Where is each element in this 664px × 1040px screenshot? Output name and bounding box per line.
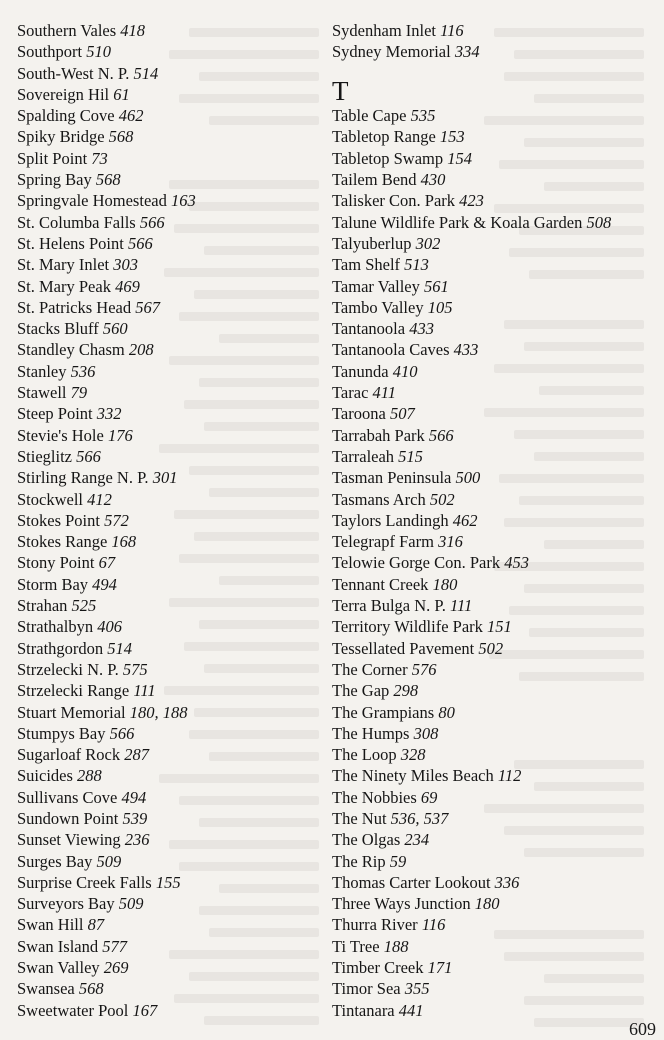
index-entry (332, 425, 611, 446)
entry-place-name: St. Patricks Head (17, 297, 132, 317)
index-entry (332, 680, 611, 701)
entry-page-ref: 462 (118, 106, 144, 126)
index-entry (332, 20, 611, 41)
index-entry (332, 1000, 611, 1021)
entry-place-name: Stokes Range (17, 532, 108, 552)
index-entry (17, 914, 196, 935)
index-column-right (332, 20, 611, 1021)
entry-page-ref: 560 (102, 319, 128, 339)
index-entry (332, 489, 611, 510)
index-entry (332, 829, 611, 850)
entry-page-ref: 87 (87, 915, 105, 935)
entry-page-ref: 288 (77, 766, 102, 786)
index-entry (332, 382, 611, 403)
entry-page-ref: 566 (139, 212, 165, 232)
index-entry (17, 616, 196, 637)
entry-page-ref: 180, 188 (129, 702, 188, 722)
entry-place-name: Taroona (332, 404, 386, 424)
index-entry (17, 595, 196, 616)
entry-place-name: South-West N. P. (17, 63, 130, 83)
entry-place-name: Stuart Memorial (17, 702, 126, 722)
index-group-s-continued (332, 20, 611, 63)
index-entry (17, 829, 196, 850)
entry-place-name: Spalding Cove (17, 106, 115, 126)
entry-place-name: Standley Chasm (17, 340, 125, 360)
index-entry (332, 276, 611, 297)
index-entry (17, 957, 196, 978)
entry-place-name: Surprise Creek Falls (17, 872, 152, 892)
entry-place-name: Stawell (17, 383, 67, 403)
section-letter-heading: T (332, 75, 349, 106)
entry-page-ref: 171 (427, 958, 453, 978)
entry-page-ref: 116 (421, 915, 446, 935)
index-entry (17, 318, 196, 339)
entry-place-name: Tam Shelf (332, 255, 401, 275)
entry-page-ref: 163 (170, 191, 196, 211)
entry-page-ref: 462 (452, 510, 478, 530)
entry-place-name: The Nut (332, 808, 387, 828)
index-entry (17, 361, 196, 382)
index-entry (17, 787, 196, 808)
entry-place-name: Talune Wildlife Park & Koala Garden (332, 212, 583, 232)
entry-page-ref: 494 (121, 787, 147, 807)
index-entry (332, 787, 611, 808)
index-entry (332, 510, 611, 531)
index-group-t (332, 105, 611, 1021)
entry-place-name: The Loop (332, 745, 397, 765)
index-entry (17, 126, 196, 147)
entry-page-ref: 154 (447, 148, 472, 168)
entry-page-ref: 111 (133, 681, 156, 701)
entry-page-ref: 433 (409, 319, 434, 339)
entry-page-ref: 188 (383, 936, 409, 956)
entry-page-ref: 316 (438, 532, 463, 552)
entry-page-ref: 507 (389, 404, 415, 424)
page-number: 609 (629, 1019, 656, 1039)
entry-place-name: The Corner (332, 659, 408, 679)
entry-page-ref: 153 (439, 127, 465, 147)
entry-place-name: Sydenham Inlet (332, 21, 437, 40)
index-entry (17, 510, 196, 531)
entry-page-ref: 69 (420, 787, 438, 807)
entry-page-ref: 566 (76, 446, 101, 466)
index-entry (17, 765, 196, 786)
index-entry (17, 254, 196, 275)
index-entry (332, 446, 611, 467)
entry-page-ref: 61 (113, 84, 130, 104)
index-entry (332, 105, 611, 126)
index-entry (17, 638, 196, 659)
index-entry (17, 276, 196, 297)
entry-page-ref: 334 (454, 42, 480, 62)
index-entry (17, 382, 196, 403)
entry-place-name: Table Cape (332, 106, 407, 126)
index-entry (17, 893, 196, 914)
entry-page-ref: 509 (96, 851, 122, 871)
entry-place-name: Talisker Con. Park (332, 191, 456, 211)
entry-place-name: Tarac (332, 383, 369, 403)
index-entry (332, 126, 611, 147)
entry-page-ref: 302 (415, 233, 441, 253)
entry-place-name: Surveyors Bay (17, 894, 115, 914)
entry-place-name: Sydney Memorial (332, 42, 451, 62)
entry-place-name: Stokes Point (17, 510, 100, 530)
entry-page-ref: 514 (107, 638, 133, 658)
entry-page-ref: 151 (487, 617, 512, 637)
entry-place-name: Sugarloaf Rock (17, 745, 121, 765)
entry-page-ref: 180 (432, 574, 458, 594)
entry-place-name: St. Helens Point (17, 233, 124, 253)
index-entry (332, 638, 611, 659)
index-entry (332, 978, 611, 999)
entry-page-ref: 168 (111, 532, 137, 552)
entry-place-name: Steep Point (17, 404, 93, 424)
entry-place-name: Timber Creek (332, 958, 424, 978)
entry-place-name: The Grampians (332, 702, 435, 722)
index-entry (332, 190, 611, 211)
entry-place-name: Sullivans Cove (17, 787, 118, 807)
entry-place-name: Tanunda (332, 361, 389, 381)
entry-page-ref: 79 (70, 383, 88, 403)
entry-place-name: Storm Bay (17, 574, 89, 594)
entry-page-ref: 535 (410, 106, 436, 126)
entry-page-ref: 332 (96, 404, 122, 424)
index-entry (17, 872, 196, 893)
index-entry (17, 425, 196, 446)
entry-place-name: Ti Tree (332, 936, 380, 956)
index-entry (332, 893, 611, 914)
entry-place-name: Sunset Viewing (17, 830, 121, 850)
entry-place-name: Tambo Valley (332, 297, 424, 317)
entry-place-name: Spring Bay (17, 170, 92, 190)
index-entry (332, 744, 611, 765)
entry-place-name: Springvale Homestead (17, 191, 167, 211)
entry-place-name: Tarrabah Park (332, 425, 425, 445)
index-entry (17, 41, 196, 62)
index-entry (332, 872, 611, 893)
entry-page-ref: 423 (459, 191, 484, 211)
index-entry (17, 978, 196, 999)
entry-place-name: Tasmans Arch (332, 489, 426, 509)
entry-page-ref: 112 (497, 766, 522, 786)
index-entry (17, 680, 196, 701)
entry-place-name: St. Columba Falls (17, 212, 136, 232)
entry-place-name: Tessellated Pavement (332, 638, 475, 658)
entry-page-ref: 515 (398, 446, 423, 466)
index-entry (17, 808, 196, 829)
entry-place-name: Sweetwater Pool (17, 1000, 129, 1020)
entry-page-ref: 502 (429, 489, 455, 509)
index-entry (332, 41, 611, 62)
entry-place-name: Swan Valley (17, 958, 100, 978)
entry-page-ref: 494 (92, 574, 117, 594)
entry-page-ref: 116 (440, 21, 464, 40)
entry-page-ref: 502 (478, 638, 504, 658)
entry-page-ref: 510 (86, 42, 111, 62)
index-entry (332, 851, 611, 872)
entry-place-name: Three Ways Junction (332, 894, 471, 914)
entry-place-name: Tabletop Swamp (332, 148, 444, 168)
entry-page-ref: 525 (71, 596, 97, 616)
entry-page-ref: 469 (115, 276, 140, 296)
entry-page-ref: 80 (438, 702, 455, 722)
entry-page-ref: 430 (420, 170, 446, 190)
entry-place-name: Tamar Valley (332, 276, 420, 296)
index-entry (17, 169, 196, 190)
entry-place-name: St. Mary Inlet (17, 255, 110, 275)
entry-place-name: Swan Hill (17, 915, 84, 935)
index-entry (17, 489, 196, 510)
entry-page-ref: 568 (108, 127, 134, 147)
entry-page-ref: 287 (124, 745, 149, 765)
entry-page-ref: 577 (102, 936, 127, 956)
entry-place-name: Timor Sea (332, 979, 401, 999)
entry-page-ref: 410 (392, 361, 418, 381)
index-entry (17, 297, 196, 318)
entry-place-name: The Gap (332, 681, 390, 701)
index-entry (17, 63, 196, 84)
entry-place-name: The Nobbies (332, 787, 417, 807)
entry-place-name: Spiky Bridge (17, 127, 105, 147)
entry-page-ref: 234 (404, 830, 430, 850)
index-entry (332, 361, 611, 382)
entry-page-ref: 576 (411, 659, 437, 679)
entry-place-name: Thurra River (332, 915, 418, 935)
entry-page-ref: 355 (404, 979, 430, 999)
index-entry (17, 659, 196, 680)
index-entry (332, 595, 611, 616)
index-entry (17, 467, 196, 488)
entry-place-name: Tasman Peninsula (332, 468, 452, 488)
entry-place-name: Tarraleah (332, 446, 395, 466)
index-entry (17, 531, 196, 552)
entry-page-ref: 509 (118, 894, 144, 914)
entry-page-ref: 208 (128, 340, 154, 360)
index-entry (332, 723, 611, 744)
entry-place-name: The Ninety Miles Beach (332, 766, 494, 786)
entry-place-name: Talyuberlup (332, 233, 412, 253)
index-entry (332, 936, 611, 957)
index-entry (17, 446, 196, 467)
entry-place-name: The Olgas (332, 830, 401, 850)
entry-place-name: Telowie Gorge Con. Park (332, 553, 501, 573)
entry-page-ref: 180 (474, 894, 500, 914)
entry-place-name: Terra Bulga N. P. (332, 596, 446, 616)
entry-place-name: Sovereign Hil (17, 84, 110, 104)
index-column-left (17, 20, 196, 1021)
entry-place-name: Surges Bay (17, 851, 93, 871)
entry-page-ref: 433 (453, 340, 479, 360)
entry-page-ref: 568 (95, 170, 121, 190)
index-entry (17, 936, 196, 957)
entry-page-ref: 575 (122, 659, 148, 679)
entry-place-name: Southern Vales (17, 21, 117, 40)
entry-page-ref: 453 (504, 553, 529, 573)
index-entry (17, 851, 196, 872)
entry-place-name: Strahan (17, 596, 68, 616)
entry-place-name: Thomas Carter Lookout (332, 872, 491, 892)
entry-place-name: Tabletop Range (332, 127, 436, 147)
entry-page-ref: 566 (109, 723, 135, 743)
index-entry (332, 467, 611, 488)
index-entry (332, 552, 611, 573)
entry-place-name: Stieglitz (17, 446, 72, 466)
index-entry (17, 339, 196, 360)
index-entry (332, 702, 611, 723)
entry-place-name: Stacks Bluff (17, 319, 99, 339)
index-entry (332, 212, 611, 233)
index-entry (17, 84, 196, 105)
entry-page-ref: 328 (400, 745, 426, 765)
index-entry (17, 190, 196, 211)
entry-place-name: Stony Point (17, 553, 95, 573)
entry-place-name: St. Mary Peak (17, 276, 111, 296)
entry-page-ref: 336 (494, 872, 520, 892)
entry-place-name: Swan Island (17, 936, 99, 956)
index-entry (332, 957, 611, 978)
entry-page-ref: 301 (152, 468, 178, 488)
entry-page-ref: 539 (122, 808, 148, 828)
entry-page-ref: 303 (113, 255, 138, 275)
index-entry (332, 659, 611, 680)
entry-page-ref: 155 (155, 872, 181, 892)
entry-page-ref: 567 (135, 297, 160, 317)
entry-place-name: Suicides (17, 766, 73, 786)
index-entry (17, 552, 196, 573)
entry-page-ref: 513 (404, 255, 429, 275)
index-entry (17, 105, 196, 126)
index-entry (17, 1000, 196, 1021)
entry-place-name: Taylors Landingh (332, 510, 449, 530)
entry-place-name: Stirling Range N. P. (17, 468, 149, 488)
index-entry (17, 233, 196, 254)
entry-place-name: Tailem Bend (332, 170, 417, 190)
index-entry (332, 254, 611, 275)
entry-page-ref: 500 (455, 468, 481, 488)
entry-page-ref: 568 (78, 979, 104, 999)
entry-place-name: The Rip (332, 851, 386, 871)
entry-place-name: Tennant Creek (332, 574, 429, 594)
entry-page-ref: 167 (132, 1000, 158, 1020)
entry-place-name: Split Point (17, 148, 88, 168)
entry-place-name: Territory Wildlife Park (332, 617, 483, 637)
index-entry (17, 212, 196, 233)
entry-place-name: Stockwell (17, 489, 83, 509)
entry-page-ref: 308 (413, 723, 439, 743)
entry-place-name: Southport (17, 42, 83, 62)
entry-page-ref: 412 (87, 489, 112, 509)
entry-page-ref: 441 (398, 1000, 424, 1020)
entry-place-name: Stumpys Bay (17, 723, 106, 743)
entry-place-name: The Humps (332, 723, 410, 743)
entry-place-name: Strathalbyn (17, 617, 94, 637)
entry-page-ref: 105 (427, 297, 453, 317)
entry-page-ref: 73 (91, 148, 108, 168)
entry-place-name: Stanley (17, 361, 67, 381)
index-entry (332, 148, 611, 169)
entry-page-ref: 561 (424, 276, 449, 296)
entry-page-ref: 536 (70, 361, 96, 381)
index-entry (332, 169, 611, 190)
entry-place-name: Strzelecki Range (17, 681, 130, 701)
entry-page-ref: 514 (133, 63, 159, 83)
index-entry (17, 723, 196, 744)
index-entry (332, 914, 611, 935)
entry-page-ref: 176 (107, 425, 133, 445)
entry-page-ref: 566 (428, 425, 454, 445)
index-entry (332, 339, 611, 360)
index-entry (17, 148, 196, 169)
entry-page-ref: 406 (97, 617, 122, 637)
entry-page-ref: 269 (103, 958, 129, 978)
entry-page-ref: 508 (586, 212, 612, 232)
entry-page-ref: 59 (389, 851, 407, 871)
entry-place-name: Swansea (17, 979, 75, 999)
index-entry (332, 616, 611, 637)
entry-place-name: Stevie's Hole (17, 425, 104, 445)
entry-page-ref: 236 (124, 830, 150, 850)
entry-place-name: Sundown Point (17, 808, 119, 828)
index-entry (17, 744, 196, 765)
entry-page-ref: 566 (127, 233, 153, 253)
index-entry (17, 403, 196, 424)
entry-page-ref: 418 (120, 21, 146, 40)
index-entry (332, 808, 611, 829)
entry-page-ref: 67 (98, 553, 116, 573)
entry-place-name: Tantanoola Caves (332, 340, 450, 360)
entry-place-name: Tantanoola (332, 319, 406, 339)
index-entry (332, 403, 611, 424)
index-entry (332, 233, 611, 254)
index-entry (332, 574, 611, 595)
index-entry (332, 531, 611, 552)
entry-page-ref: 536, 537 (390, 808, 449, 828)
index-entry (17, 702, 196, 723)
entry-place-name: Telegrapf Farm (332, 532, 434, 552)
index-entry (17, 20, 196, 41)
index-entry (332, 318, 611, 339)
entry-place-name: Tintanara (332, 1000, 395, 1020)
index-entry (17, 574, 196, 595)
entry-page-ref: 298 (393, 681, 419, 701)
entry-page-ref: 572 (104, 510, 129, 530)
index-entry (332, 765, 611, 786)
entry-page-ref: 411 (372, 383, 397, 403)
entry-place-name: Strathgordon (17, 638, 104, 658)
entry-place-name: Strzelecki N. P. (17, 659, 119, 679)
index-entry (332, 297, 611, 318)
entry-page-ref: 111 (450, 596, 473, 616)
